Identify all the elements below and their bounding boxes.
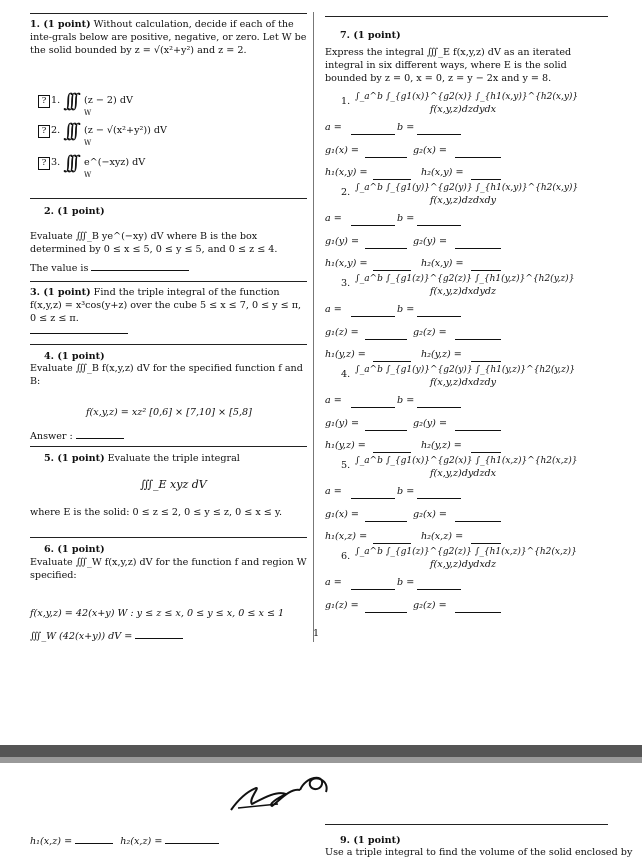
q7-g1-input[interactable] xyxy=(365,239,407,249)
q7-a-label: a = xyxy=(325,395,342,406)
q7-h2-input[interactable] xyxy=(471,352,501,362)
q7-h1-input[interactable] xyxy=(373,443,411,453)
q1-item-num: 1. xyxy=(51,95,61,106)
page-gap-shadow xyxy=(0,757,642,763)
q7-integrand: f(x,y,z)dzdydx xyxy=(430,104,497,115)
q1-text: Without calculation, decide if each of the inte-grals below are positive, negative, or zero. Let W be the solid bounded by z = √(x²+y²) and z = 2. xyxy=(30,19,307,56)
q7-integrand: f(x,y,z)dxdzdy xyxy=(430,377,497,388)
q7-a-input[interactable] xyxy=(351,125,395,135)
q7-h1-input[interactable] xyxy=(373,261,411,271)
q5-header: 5. (1 point) xyxy=(44,453,105,464)
q1-integrand: (z − √(x²+y²)) dV xyxy=(83,125,167,136)
q7-g2-label: g₂(x) = xyxy=(413,509,447,520)
q7-header: 7. (1 point) xyxy=(340,30,401,41)
q7-g1-input[interactable] xyxy=(365,512,407,522)
q7-h1-label: h₁(y,z) = xyxy=(325,349,366,360)
q7-h2-label: h₂(x,y) = xyxy=(421,258,464,269)
column-divider xyxy=(313,12,314,642)
q7-g2-label: g₂(x) = xyxy=(413,145,447,156)
q7-g2-input[interactable] xyxy=(455,148,501,158)
q1-item-num: 3. xyxy=(51,157,61,168)
rule-q6 xyxy=(30,537,307,538)
q7-h1-label: h₁(y,z) = xyxy=(325,440,366,451)
bottom-h-row xyxy=(30,834,219,848)
q7-order-num: 2. xyxy=(341,187,351,198)
q7-g1-label: g₁(y) = xyxy=(325,236,359,247)
q9-text: Use a triple integral to find the volume of the solid enclosed by xyxy=(325,847,633,858)
q7-g1-input[interactable] xyxy=(365,330,407,340)
q7-integrand: f(x,y,z)dydxdz xyxy=(430,559,497,570)
q7-g1-label: g₁(x) = xyxy=(325,145,359,156)
q7-g2-label: g₂(z) = xyxy=(413,327,447,338)
handwritten-scribble xyxy=(228,770,338,820)
q7-iterated-integral: ∫_a^b ∫_{g1(x)}^{g2(x)} ∫_{h1(x,z)}^{h2(x,z)} xyxy=(355,456,578,466)
q7-g2-input[interactable] xyxy=(455,421,501,431)
q5-where: where E is the solid: 0 ≤ z ≤ 2, 0 ≤ y ≤ z, 0 ≤ x ≤ y. xyxy=(30,507,283,518)
q2-answer-row xyxy=(30,261,189,275)
q1-header: 1. (1 point) xyxy=(30,19,91,30)
q1-answer-select-3[interactable]: ? xyxy=(38,157,50,170)
q7-integrand: f(x,y,z)dydzdx xyxy=(430,468,497,479)
q7-order-num: 1. xyxy=(341,96,351,107)
q1-item-1 xyxy=(38,92,133,120)
q7-g1-label: g₁(z) = xyxy=(325,600,359,611)
q7-order-num: 4. xyxy=(341,369,351,380)
q7-g1-input[interactable] xyxy=(365,603,407,613)
q7-g1-input[interactable] xyxy=(365,421,407,431)
q6-function: f(x,y,z) = 42(x+y) W : y ≤ z ≤ x, 0 ≤ y ≤ x, 0 ≤ x ≤ 1 xyxy=(30,608,285,619)
rule-q9 xyxy=(325,824,608,825)
q3-header: 3. (1 point) xyxy=(30,287,91,298)
q7-a-input[interactable] xyxy=(351,489,395,499)
q7-h2-label: h₂(x,z) = xyxy=(421,531,464,542)
q1-region: W xyxy=(84,109,92,117)
top-rule-left xyxy=(30,13,307,14)
q7-b-input[interactable] xyxy=(417,489,461,499)
q7-h1-input[interactable] xyxy=(373,170,411,180)
q4-answer-row xyxy=(30,429,124,443)
q7-b-input[interactable] xyxy=(417,125,461,135)
q1-integrand: e^(−xyz) dV xyxy=(83,157,146,168)
q1-answer-select-2[interactable]: ? xyxy=(38,125,50,138)
q7-a-label: a = xyxy=(325,122,342,133)
q7-h1-input[interactable] xyxy=(373,352,411,362)
q6-answer-input[interactable] xyxy=(135,629,183,639)
q7-g1-label: g₁(x) = xyxy=(325,509,359,520)
q4-answer-input[interactable] xyxy=(76,429,124,439)
rule-q2 xyxy=(30,198,307,199)
bottom-h2-label: h₂(x,z) = xyxy=(120,836,163,847)
q6-answer-label: ∭_W (42(x+y)) dV = xyxy=(30,631,133,642)
q3-text: Find the triple integral of the function f(x,y,z) = x³cos(y+z) over the cube 5 ≤ x ≤ 7, 0 ≤ y ≤ π, 0 ≤ z ≤ π. xyxy=(30,287,302,324)
triple-integral-icon: ∫∫∫ xyxy=(63,120,75,142)
q7-g2-label: g₂(y) = xyxy=(413,418,447,429)
q1-item-num: 2. xyxy=(51,125,61,136)
page-gap-bar xyxy=(0,745,642,757)
q7-g2-label: g₂(z) = xyxy=(413,600,447,611)
q7-integrand: f(x,y,z)dxdydz xyxy=(430,286,497,297)
q7-h2-input[interactable] xyxy=(471,170,501,180)
rule-q4 xyxy=(30,344,307,345)
q7-b-input[interactable] xyxy=(417,216,461,226)
q7-iterated-integral: ∫_a^b ∫_{g1(z)}^{g2(z)} ∫_{h1(y,z)}^{h2(y,z)} xyxy=(355,274,575,284)
q6-text: Evaluate ∭_W f(x,y,z) dV for the function f and region W specified: xyxy=(30,557,307,581)
bottom-h2-input[interactable] xyxy=(165,834,219,844)
triple-integral-icon: ∫∫∫ xyxy=(63,152,75,174)
q1-item-3 xyxy=(38,154,145,182)
q6-header: 6. (1 point) xyxy=(44,544,105,555)
top-rule-right xyxy=(325,16,608,17)
q7-order-num: 3. xyxy=(341,278,351,289)
q7-h2-input[interactable] xyxy=(471,443,501,453)
q7-iterated-integral: ∫_a^b ∫_{g1(x)}^{g2(x)} ∫_{h1(x,y)}^{h2(x,y)} xyxy=(355,92,579,102)
q4-function: f(x,y,z) = xz² [0,6] × [7,10] × [5,8] xyxy=(86,407,252,418)
q1-region: W xyxy=(84,139,92,147)
q6-answer-row xyxy=(30,629,183,643)
q7-text: Express the integral ∭_E f(x,y,z) dV as an iterated integral in six different ways, where E is the solid bounded by z = 0, x = 0, z = y − 2x and y = 8. xyxy=(325,47,572,84)
triple-integral-icon: ∫∫∫ xyxy=(63,90,75,112)
q7-a-input[interactable] xyxy=(351,580,395,590)
q7-b-input[interactable] xyxy=(417,398,461,408)
q7-g2-input[interactable] xyxy=(455,603,501,613)
q7-b-input[interactable] xyxy=(417,580,461,590)
q1-region: W xyxy=(84,171,92,179)
q7-a-label: a = xyxy=(325,213,342,224)
q4-answer-label: Answer : xyxy=(30,431,73,442)
q7-b-label: b = xyxy=(397,395,415,406)
q1-item-2 xyxy=(38,122,167,150)
q7-a-label: a = xyxy=(325,486,342,497)
q4-text: Evaluate ∭_B f(x,y,z) dV for the specified function f and B: xyxy=(30,363,303,387)
q1-answer-select-1[interactable]: ? xyxy=(38,95,50,108)
q7-h1-label: h₁(x,z) = xyxy=(325,531,368,542)
q1-statement xyxy=(30,18,308,57)
q7-integrand: f(x,y,z)dzdxdy xyxy=(430,195,497,206)
q7-h2-label: h₂(y,z) = xyxy=(421,440,462,451)
bottom-h1-label: h₁(x,z) = xyxy=(30,836,73,847)
q7-b-label: b = xyxy=(397,486,415,497)
q7-h1-label: h₁(x,y) = xyxy=(325,167,368,178)
q1-integrand: (z − 2) dV xyxy=(83,95,133,106)
q2-header: 2. (1 point) xyxy=(44,206,105,217)
q7-b-label: b = xyxy=(397,213,415,224)
q5-text: Evaluate the triple integral xyxy=(104,453,240,464)
q7-h2-label: h₂(y,z) = xyxy=(421,349,462,360)
q5-statement xyxy=(44,452,308,465)
q7-b-input[interactable] xyxy=(417,307,461,317)
q7-a-input[interactable] xyxy=(351,216,395,226)
q7-h2-label: h₂(x,y) = xyxy=(421,167,464,178)
page-number: 1 xyxy=(313,628,320,639)
q7-g1-label: g₁(z) = xyxy=(325,327,359,338)
q3-answer-input[interactable] xyxy=(30,324,128,334)
q7-g1-input[interactable] xyxy=(365,148,407,158)
q7-a-input[interactable] xyxy=(351,398,395,408)
bottom-h1-input[interactable] xyxy=(75,834,113,844)
q7-iterated-integral: ∫_a^b ∫_{g1(y)}^{g2(y)} ∫_{h1(y,z)}^{h2(y,z)} xyxy=(355,365,576,375)
q7-h2-input[interactable] xyxy=(471,261,501,271)
q7-b-label: b = xyxy=(397,122,415,133)
q7-a-label: a = xyxy=(325,304,342,315)
q7-b-label: b = xyxy=(397,577,415,588)
q9-header: 9. (1 point) xyxy=(340,835,401,846)
q7-a-label: a = xyxy=(325,577,342,588)
q7-iterated-integral: ∫_a^b ∫_{g1(z)}^{g2(z)} ∫_{h1(x,z)}^{h2(x,z)} xyxy=(355,547,577,557)
q7-g2-input[interactable] xyxy=(455,239,501,249)
q5-integral: ∭_E xyz dV xyxy=(140,478,207,491)
q3-statement xyxy=(30,286,308,325)
q7-h1-label: h₁(x,y) = xyxy=(325,258,368,269)
q2-answer-label: The value is xyxy=(30,263,89,274)
q7-b-label: b = xyxy=(397,304,415,315)
q7-g2-input[interactable] xyxy=(455,512,501,522)
q7-h2-input[interactable] xyxy=(471,534,501,544)
rule-q5 xyxy=(30,446,307,447)
rule-q3 xyxy=(30,281,307,282)
q7-order-num: 5. xyxy=(341,460,351,471)
q7-iterated-integral: ∫_a^b ∫_{g1(y)}^{g2(y)} ∫_{h1(x,y)}^{h2(x,y)} xyxy=(355,183,579,193)
q4-header: 4. (1 point) xyxy=(44,351,105,362)
q7-g2-label: g₂(y) = xyxy=(413,236,447,247)
q2-text: Evaluate ∭_B ye^(−xy) dV where B is the box determined by 0 ≤ x ≤ 5, 0 ≤ y ≤ 5, and 0 ≤ z ≤ 4. xyxy=(30,231,278,255)
q7-h1-input[interactable] xyxy=(373,534,411,544)
q7-order-num: 6. xyxy=(341,551,351,562)
q7-g2-input[interactable] xyxy=(455,330,501,340)
q7-a-input[interactable] xyxy=(351,307,395,317)
q7-g1-label: g₁(y) = xyxy=(325,418,359,429)
q2-answer-input[interactable] xyxy=(91,261,189,271)
